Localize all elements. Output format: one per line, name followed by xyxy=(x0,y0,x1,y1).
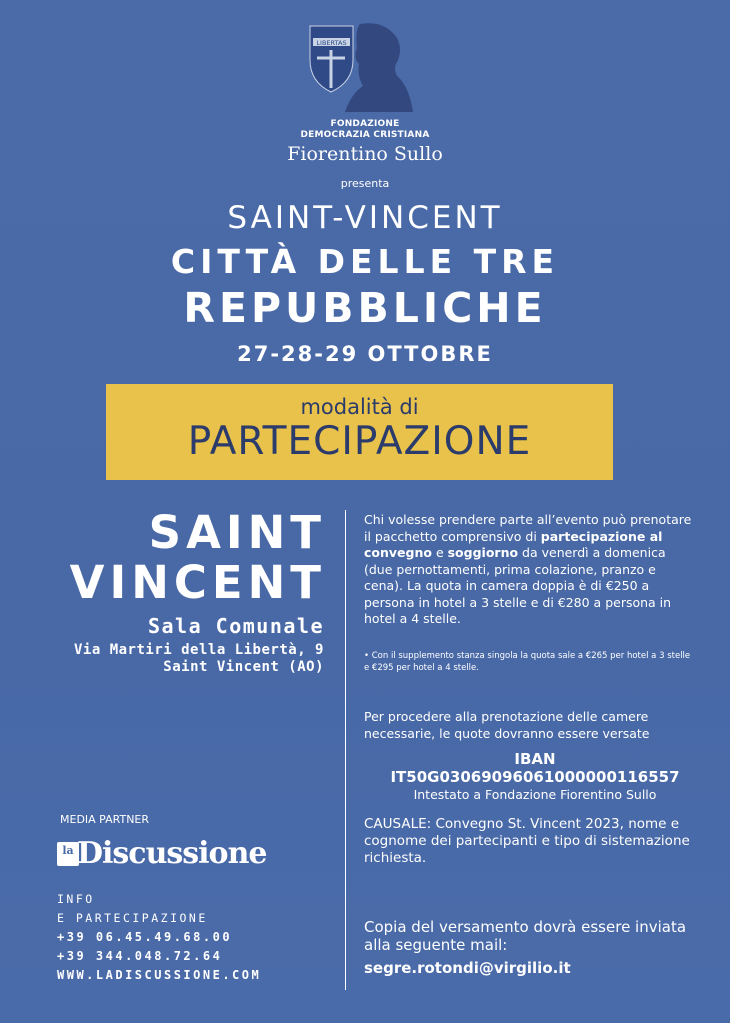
venue-city-line1: SAINT xyxy=(148,506,326,559)
fiorentino-sullo: Fiorentino Sullo xyxy=(287,143,443,165)
payment-reason: CAUSALE: Convegno St. Vincent 2023, nome e cognome dei partecipanti e tipo di sistemazione richiesta. xyxy=(364,816,690,866)
address-line2: Saint Vincent (AO) xyxy=(163,659,324,675)
title-repubbliche: REPUBBLICHE xyxy=(183,284,547,332)
logo-libertas-text: LIBERTAS xyxy=(316,39,347,47)
logo-la: la xyxy=(57,842,79,866)
logo-discussione: Discussione xyxy=(77,836,267,871)
info-label: INFO xyxy=(57,892,95,906)
iban-block xyxy=(350,750,720,803)
venue-city-line2: VINCENT xyxy=(69,556,326,609)
address-line1: Via Martiri della Libertà, 9 xyxy=(73,642,324,658)
receipt-instructions: Copia del versamento dovrà essere inviata alla seguente mail: xyxy=(364,918,687,954)
venue-city xyxy=(70,508,326,608)
event-dates: 27-28-29 OTTOBRE xyxy=(237,342,493,366)
fondazione-logo xyxy=(305,20,415,115)
banner-title: PARTECIPAZIONE xyxy=(187,419,532,464)
info-label-2: E PARTECIPAZIONE xyxy=(57,911,208,925)
phone-1[interactable]: +39 06.45.49.68.00 xyxy=(57,930,233,944)
single-room-note: • Con il supplemento stanza singola la quota sale a €265 per hotel a 3 stelle e €295 per hotel a 4 stelle. xyxy=(364,651,691,673)
banner-subtitle: modalità di xyxy=(300,395,419,419)
contact-email[interactable]: segre.rotondi@virgilio.it xyxy=(364,959,571,977)
fondazione-line2: DEMOCRAZIA CRISTIANA xyxy=(300,130,430,140)
title-saint-vincent: SAINT-VINCENT xyxy=(227,200,503,236)
column-divider xyxy=(345,510,346,990)
venue-address xyxy=(74,642,324,676)
website-link[interactable]: WWW.LADISCUSSIONE.COM xyxy=(57,968,262,982)
iban-number: IT50G03069096061000000116557 xyxy=(390,768,680,786)
fondazione-line1: FONDAZIONE xyxy=(330,119,400,129)
iban-holder: Intestato a Fondazione Fiorentino Sullo xyxy=(413,787,657,802)
title-citta: CITTÀ DELLE TRE xyxy=(170,242,560,281)
package-description: Chi volesse prendere parte all’evento può prenotare il pacchetto comprensivo di partecipazione al convegno e soggiorno da venerdì a domenica (due pernottamenti, prima colazione, pranzo e cena). La quota in camera doppia è di €250 a persona in hotel a 3 stelle e di €280 a persona in hotel a 4 stelle. xyxy=(364,512,692,626)
venue-hall: Sala Comunale xyxy=(147,614,324,638)
iban-label: IBAN xyxy=(514,750,556,768)
contact-info xyxy=(57,890,261,985)
presenta-text: presenta xyxy=(340,177,390,190)
payment-instructions: Per procedere alla prenotazione delle camere necessarie, le quote dovranno essere versate xyxy=(364,709,650,741)
phone-2[interactable]: +39 344.048.72.64 xyxy=(57,949,223,963)
fondazione-name xyxy=(0,119,730,141)
participation-banner xyxy=(106,384,613,480)
la-discussione-logo xyxy=(57,836,267,876)
media-partner-label: MEDIA PARTNER xyxy=(60,813,150,826)
